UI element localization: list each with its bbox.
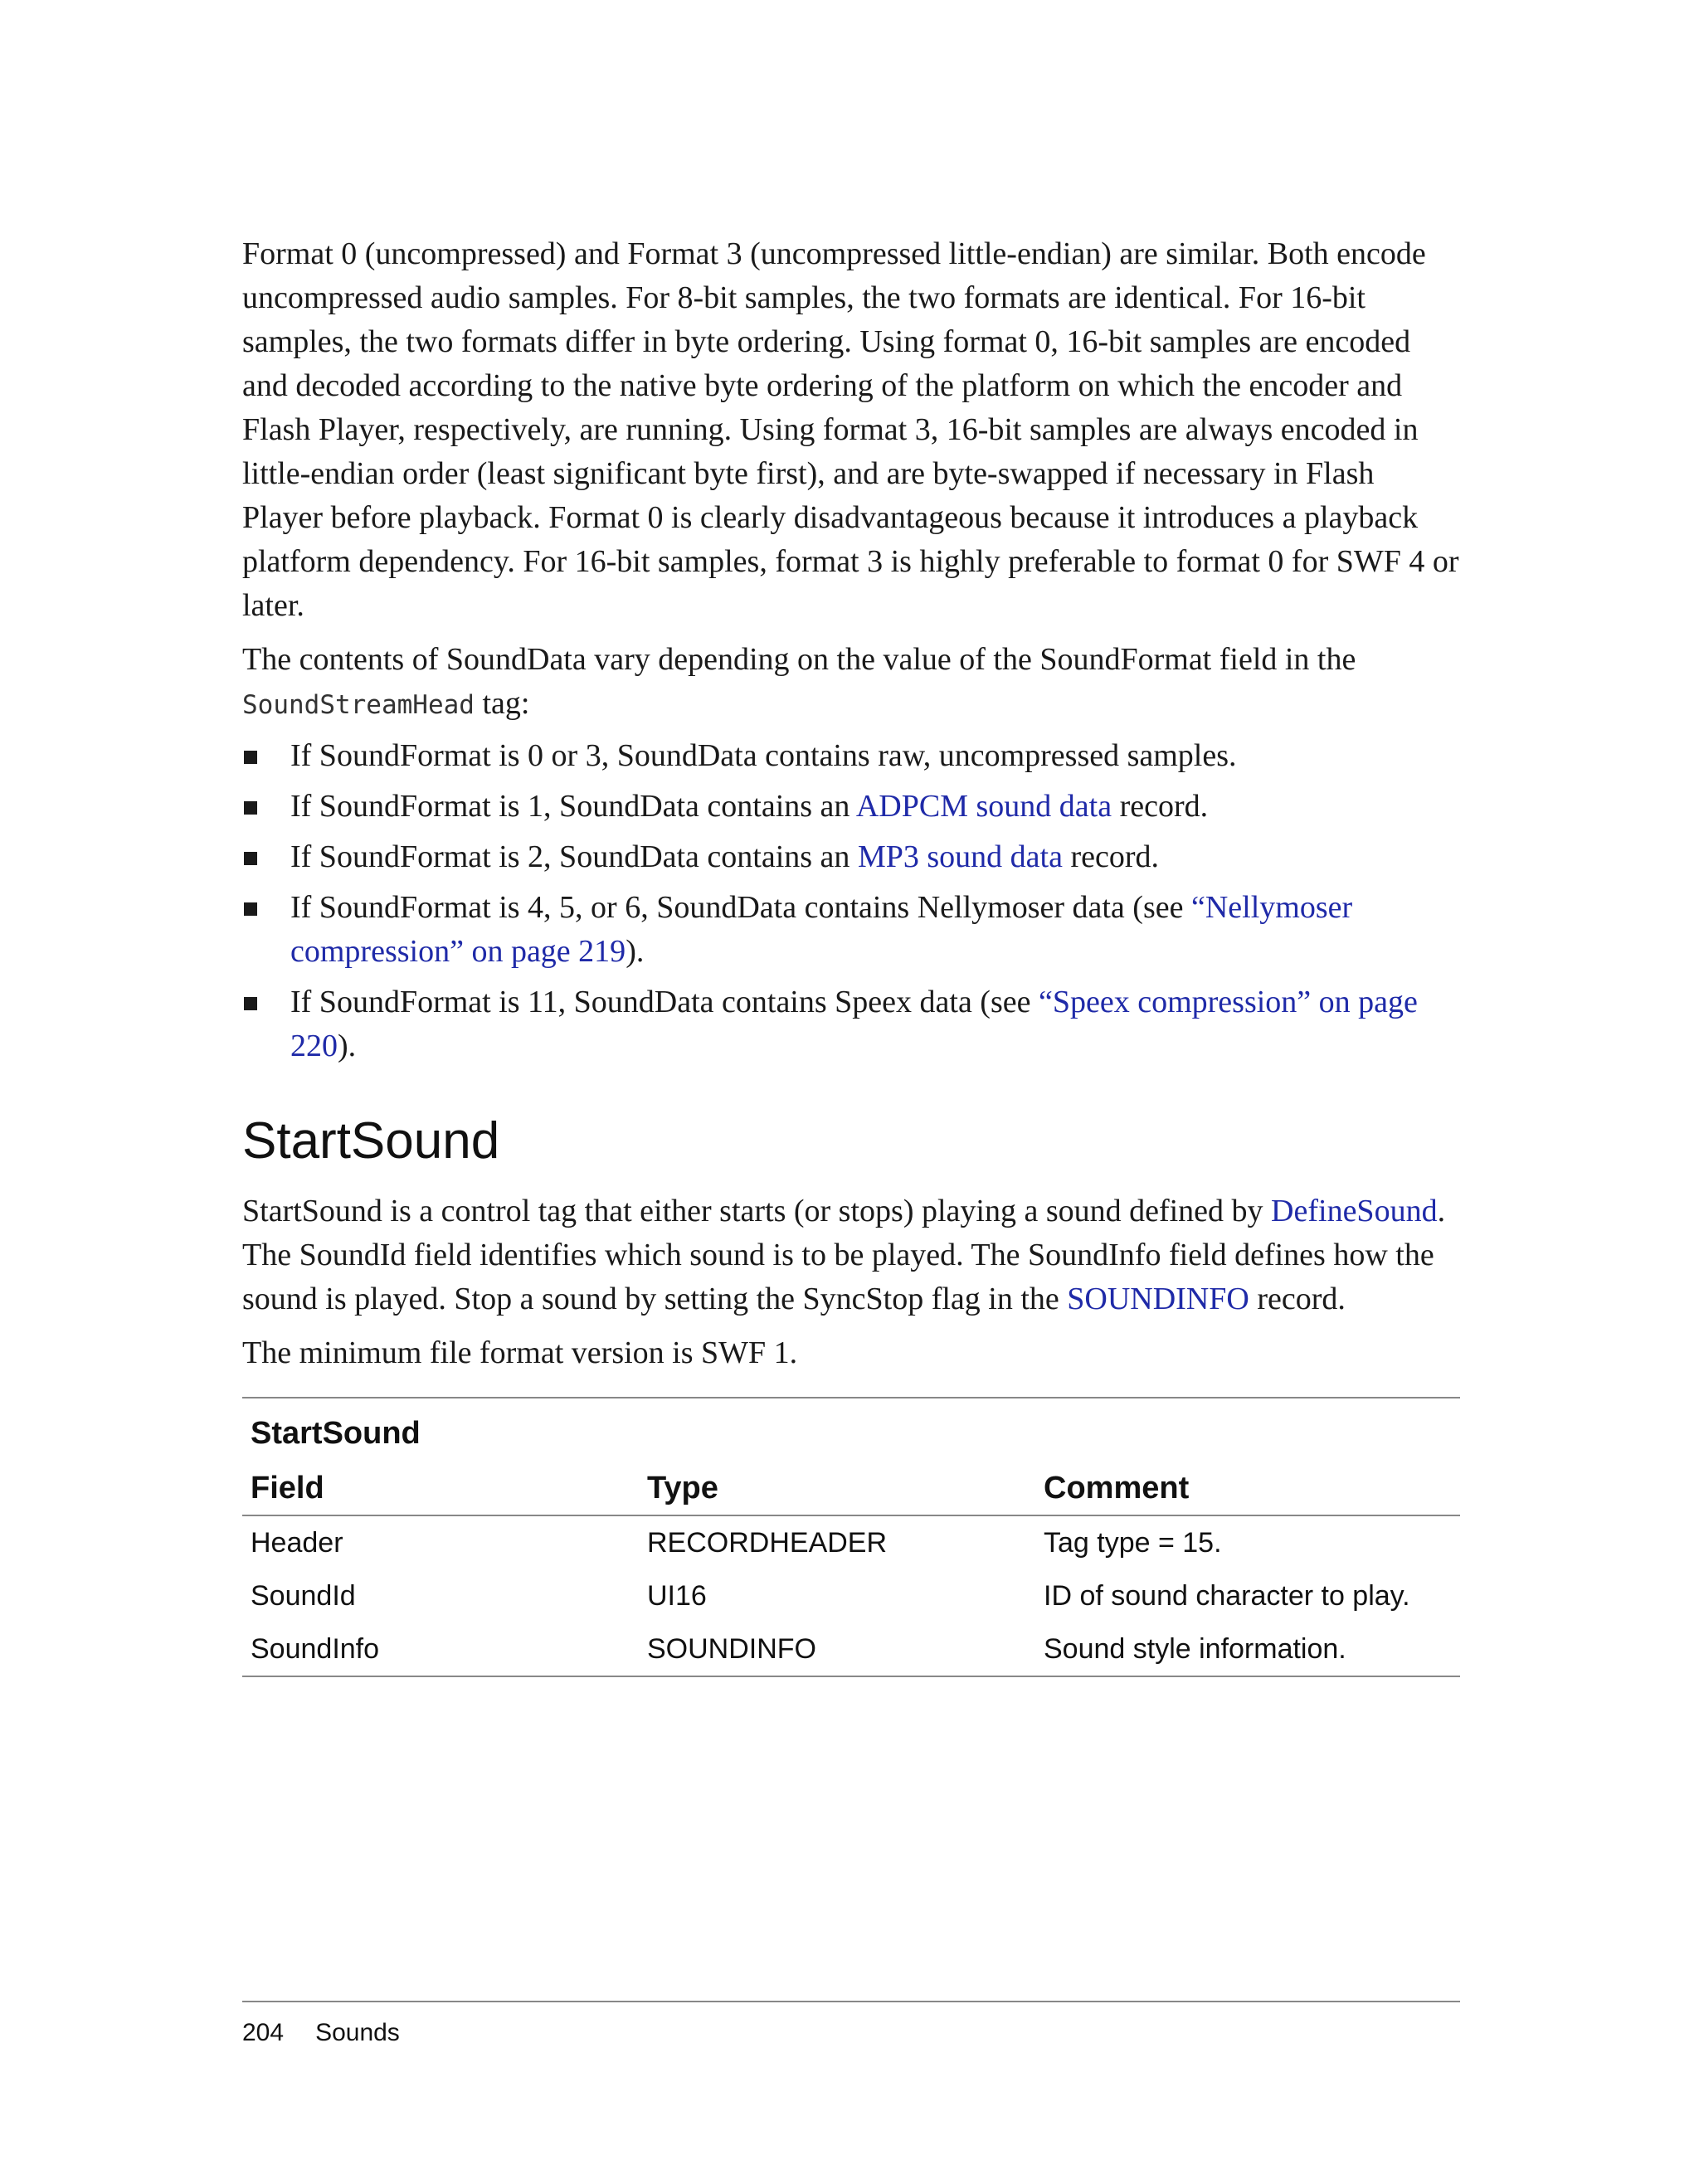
table-row — [242, 1515, 1460, 1569]
code-soundstreamhead: SoundStreamHead — [242, 690, 475, 720]
table-row — [242, 1622, 1460, 1676]
list-item-text: If SoundFormat is 2, SoundData contains an — [290, 839, 858, 874]
table-cell: SOUNDINFO — [647, 1632, 816, 1665]
text-segment: record. — [1249, 1282, 1346, 1316]
table-caption: StartSound — [251, 1415, 421, 1451]
soundformat-list — [242, 734, 1460, 1068]
column-header-field: Field — [242, 1462, 639, 1515]
list-item — [242, 835, 1460, 879]
paragraph-startsound-description — [242, 1189, 1460, 1321]
link-speex-compression[interactable]: “Speex compression” on page 220 — [290, 985, 1418, 1063]
paragraph-format-comparison: Format 0 (uncompressed) and Format 3 (uncompressed little-endian) are similar. Both encode uncompressed audio samples. For 8-bit samples, the two formats are identical. For 16-bit samples, the two formats differ in byte ordering. Using format 0, 16-bit samples are encoded and decoded according to the native byte ordering of the platform on which the encoder and Flash Player, respectively, are running. Using format 3, 16-bit samples are always encoded in little-endian order (least significant byte first), and are byte-swapped if necessary in Flash Player before playback. Format 0 is clearly disadvantageous because it introduces a playback platform dependency. For 16-bit samples, format 3 is highly preferable to format 0 for SWF 4 or later. — [242, 236, 1459, 623]
link-mp3-sound-data[interactable]: MP3 sound data — [857, 839, 1063, 874]
table-cell: Tag type = 15. — [1044, 1526, 1222, 1559]
list-item — [242, 886, 1460, 974]
list-item — [242, 734, 1460, 778]
startsound-table — [242, 1397, 1460, 1677]
link-nellymoser-compression[interactable]: “Nellymoser compression” on page 219 — [290, 890, 1353, 969]
footer-section-name: Sounds — [315, 2019, 400, 2046]
column-header-comment: Comment — [1035, 1462, 1460, 1515]
list-item-text: If SoundFormat is 0 or 3, SoundData contains raw, uncompressed samples. — [290, 738, 1237, 773]
list-item-text: record. — [1112, 789, 1209, 824]
section-heading-startsound: StartSound — [242, 1112, 500, 1170]
table-cell: RECORDHEADER — [647, 1526, 888, 1559]
text-segment: tag: — [474, 686, 530, 721]
footer-divider — [242, 2001, 1460, 2002]
bullet-square-icon — [244, 751, 257, 764]
table-cell: SoundId — [251, 1579, 356, 1612]
bullet-square-icon — [244, 801, 257, 815]
text-segment: . The SoundId field identifies which sound is to be played. The SoundInfo field defines how the sound is played. Stop a sound by setting the SyncStop flag in the — [242, 1194, 1446, 1316]
link-adpcm-sound-data[interactable]: ADPCM sound data — [855, 789, 1112, 824]
text-segment: The contents of SoundData vary depending on the value of the SoundFormat field in the — [242, 642, 1356, 677]
table-cell: UI16 — [647, 1579, 707, 1612]
table-cell: Sound style information. — [1044, 1632, 1346, 1665]
list-item-text: ). — [626, 934, 645, 969]
table-cell: Header — [251, 1526, 343, 1559]
list-item-text: If SoundFormat is 11, SoundData contains Speex data (see — [290, 985, 1039, 1019]
page-content — [242, 232, 1460, 1677]
table-cell: ID of sound character to play. — [1044, 1579, 1410, 1612]
paragraph-min-version: The minimum file format version is SWF 1. — [242, 1335, 798, 1370]
column-header-type: Type — [639, 1462, 1035, 1515]
link-soundinfo[interactable]: SOUNDINFO — [1067, 1282, 1249, 1316]
list-item — [242, 980, 1460, 1068]
bullet-square-icon — [244, 902, 257, 916]
list-item-text: If SoundFormat is 1, SoundData contains an — [290, 789, 856, 824]
paragraph-sounddata-contents — [242, 638, 1460, 727]
table-row — [242, 1569, 1460, 1622]
page-footer — [242, 2019, 400, 2047]
table-cell: SoundInfo — [251, 1632, 380, 1665]
list-item-text: ). — [338, 1029, 357, 1063]
link-definesound[interactable]: DefineSound — [1271, 1194, 1438, 1228]
list-item-text: record. — [1062, 839, 1159, 874]
bullet-square-icon — [244, 997, 257, 1010]
text-segment: StartSound is a control tag that either starts (or stops) playing a sound defined by — [242, 1194, 1272, 1228]
list-item-text: If SoundFormat is 4, 5, or 6, SoundData contains Nellymoser data (see — [290, 890, 1191, 925]
list-item — [242, 785, 1460, 829]
page-number: 204 — [242, 2019, 285, 2046]
bullet-square-icon — [244, 852, 257, 865]
